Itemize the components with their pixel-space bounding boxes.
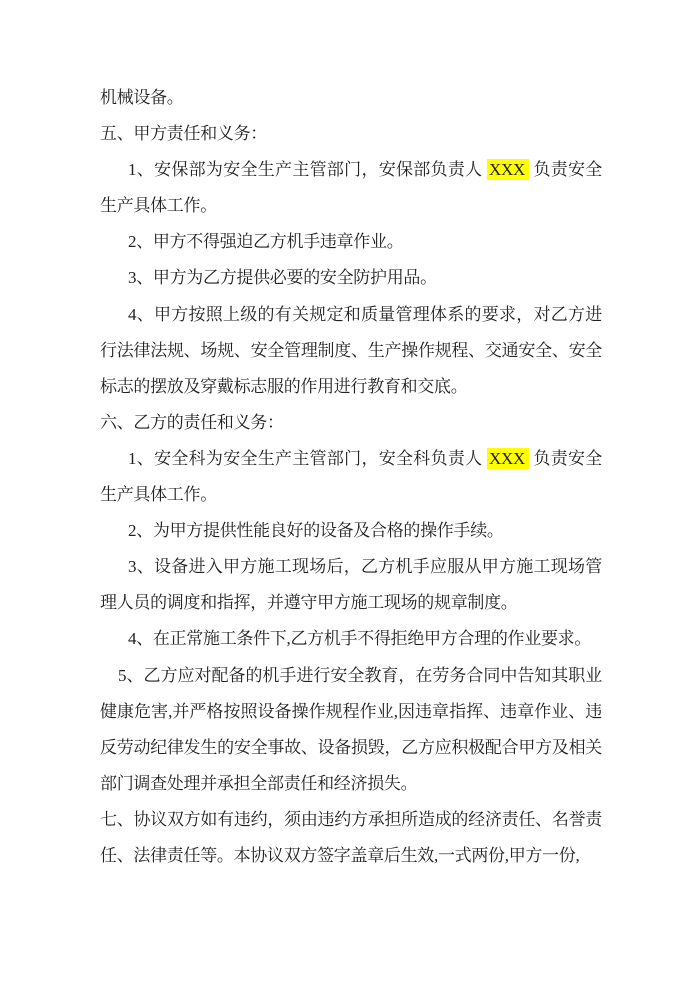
clause-party-b-1	[100, 441, 602, 513]
clause-party-b-3: 3、设备进入甲方施工现场后，乙方机手应服从甲方施工现场管理人员的调度和指挥，并遵守甲方施工现场的规章制度。	[100, 557, 602, 613]
highlighted-name-placeholder: XXX	[487, 448, 529, 469]
section-heading-party-a-duties: 五、甲方责任和义务：	[100, 124, 267, 144]
clause-text-after: 负责安全生产具体工作。	[100, 160, 603, 216]
clause-party-a-3: 3、甲方为乙方提供必要的安全防护用品。	[128, 268, 437, 288]
clause-party-b-4: 4、在正常施工条件下,乙方机手不得拒绝甲方合理的作业要求。	[128, 629, 592, 649]
section-heading-breach-clause: 七、协议双方如有违约，须由违约方承担所造成的经济责任、名誉责任、法律责任等。本协议双方签字盖章后生效,一式两份,甲方一份,	[100, 809, 602, 865]
section-heading-party-b-duties: 六、乙方的责任和义务：	[100, 412, 284, 432]
clause-party-a-2: 2、甲方不得强迫乙方机手违章作业。	[128, 232, 404, 252]
highlighted-name-placeholder: XXX	[487, 159, 529, 180]
clause-party-a-4: 4、甲方按照上级的有关规定和质量管理体系的要求，对乙方进行法律法规、场规、安全管理制度、生产操作规程、交通安全、安全标志的摆放及穿戴标志服的作用进行教育和交底。	[100, 304, 602, 396]
paragraph-continuation-machinery: 机械设备。	[100, 88, 184, 107]
clause-text-before: 1、安全科为安全生产主管部门，安全科负责人	[128, 448, 487, 468]
clause-party-b-2: 2、为甲方提供性能良好的设备及合格的操作手续。	[128, 521, 504, 541]
document-content	[100, 80, 602, 874]
clause-party-b-5: 5、乙方应对配备的机手进行安全教育，在劳务合同中告知其职业健康危害,并严格按照设备操作规程作业,因违章指挥、违章作业、违反劳动纪律发生的安全事故、设备损毁，乙方应积极配合甲方及相关部门调查处理并承担全部责任和经济损失。	[100, 665, 602, 793]
clause-text-before: 1、安保部为安全生产主管部门，安保部负责人	[128, 160, 487, 180]
clause-party-a-1	[100, 152, 602, 224]
clause-text-after: 负责安全生产具体工作。	[100, 448, 603, 505]
